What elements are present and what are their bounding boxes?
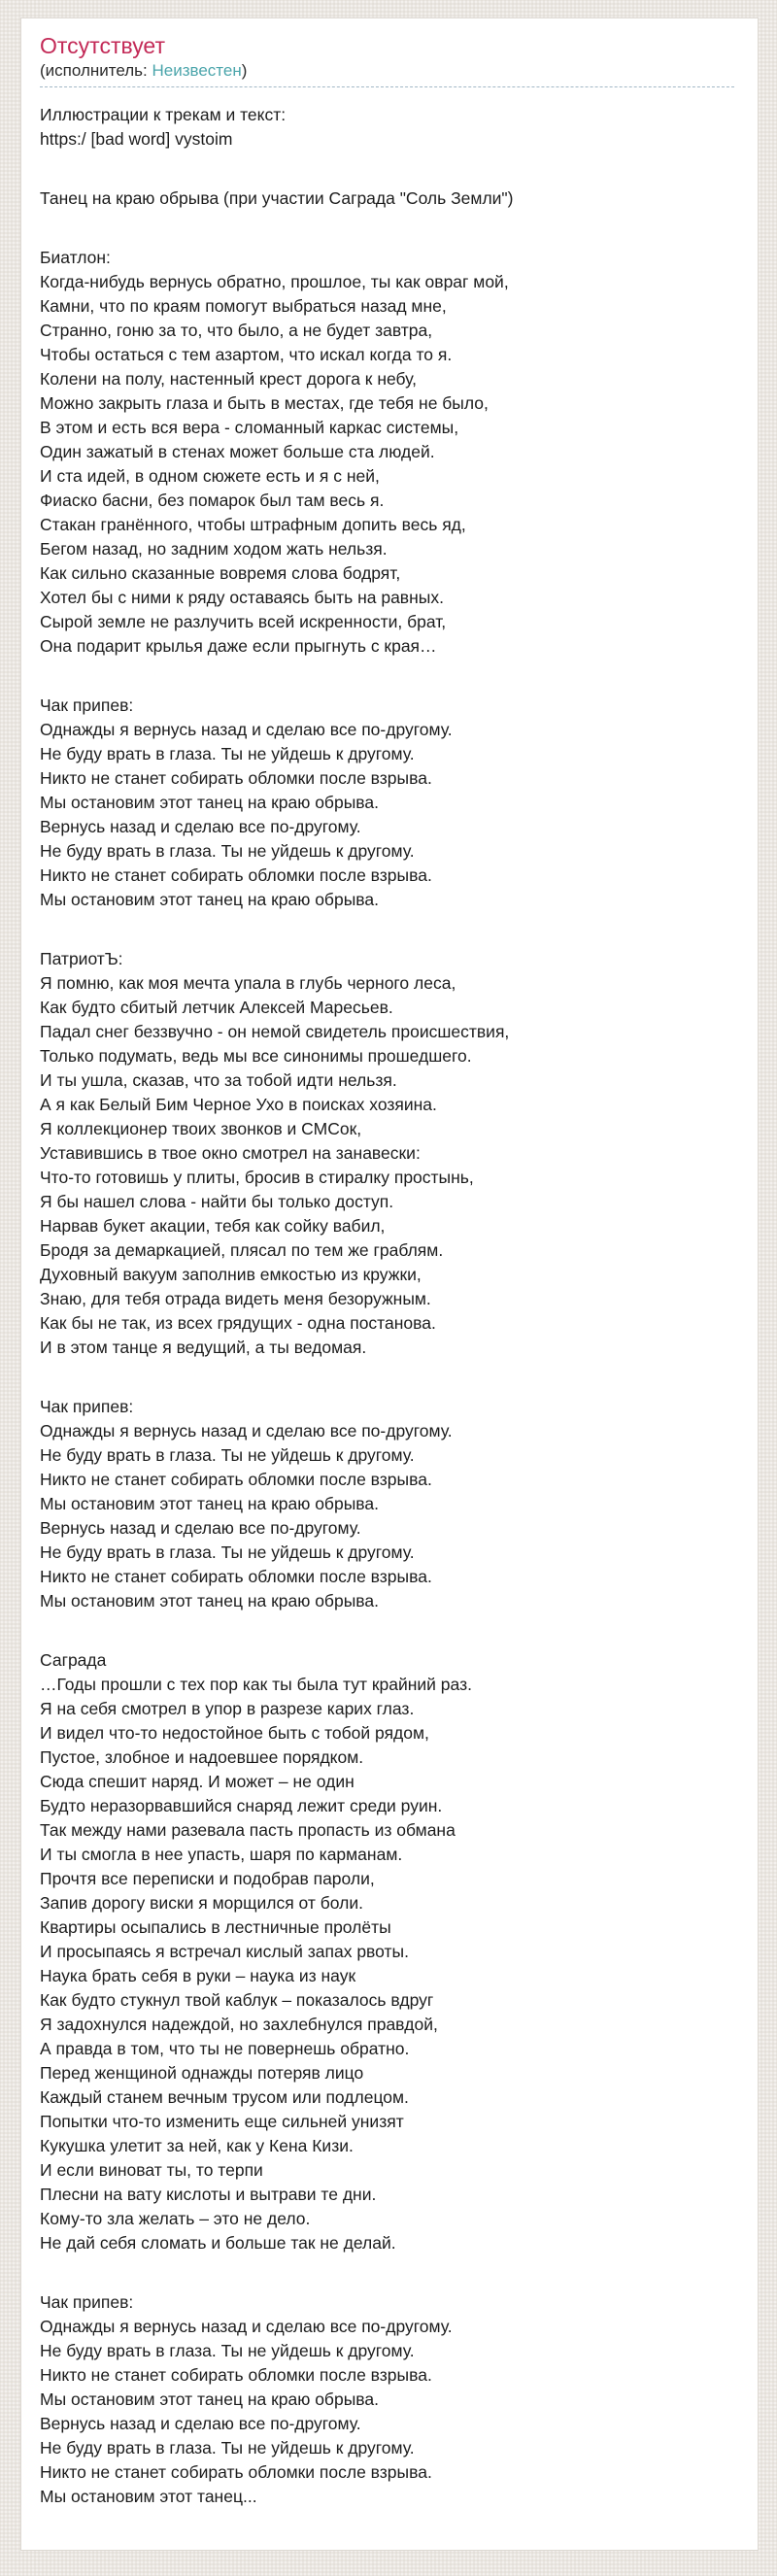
lyric-line: Вернусь назад и сделаю все по-другому. bbox=[40, 817, 361, 836]
lyric-line: Никто не станет собирать обломки после взрыва. bbox=[40, 1567, 432, 1586]
lyric-line: Один зажатый в стенах может больше ста людей. bbox=[40, 442, 435, 461]
lyric-line: Каждый станем вечным трусом или подлецом. bbox=[40, 2087, 409, 2107]
lyric-line: Кукушка улетит за ней, как у Кена Кизи. bbox=[40, 2136, 354, 2155]
lyric-line: И ты ушла, сказав, что за тобой идти нельзя. bbox=[40, 1070, 397, 1090]
lyric-line: Чак припев: bbox=[40, 1397, 134, 1416]
lyric-line: Мы остановим этот танец... bbox=[40, 2487, 257, 2506]
lyrics-block bbox=[40, 947, 738, 1360]
lyric-line: Я на себя смотрел в упор в разрезе карих глаз. bbox=[40, 1699, 415, 1718]
lyric-line: Чак припев: bbox=[40, 695, 134, 715]
lyric-line: Уставившись в твое окно смотрел на занавески: bbox=[40, 1143, 421, 1163]
lyric-line: Иллюстрации к трекам и текст: bbox=[40, 105, 287, 124]
lyric-line: Однажды я вернусь назад и сделаю все по-другому. bbox=[40, 1421, 453, 1441]
lyric-line: Только подумать, ведь мы все синонимы прошедшего. bbox=[40, 1046, 472, 1066]
lyrics-block bbox=[40, 694, 738, 912]
lyric-line: Никто не станет собирать обломки после взрыва. bbox=[40, 2365, 432, 2385]
lyric-line: И ты смогла в нее упасть, шаря по карманам. bbox=[40, 1845, 403, 1864]
lyric-line: Не буду врать в глаза. Ты не уйдешь к другому. bbox=[40, 1542, 415, 1562]
lyric-line: Не дай себя сломать и больше так не делай. bbox=[40, 2233, 396, 2253]
lyrics-block bbox=[40, 186, 738, 211]
lyric-line: Квартиры осыпались в лестничные пролёты bbox=[40, 1917, 391, 1937]
lyric-line: Чтобы остаться с тем азартом, что искал когда то я. bbox=[40, 345, 453, 364]
lyric-line: Как будто стукнул твой каблук – показалось вдруг bbox=[40, 1990, 434, 2010]
lyric-line: Не буду врать в глаза. Ты не уйдешь к другому. bbox=[40, 744, 415, 763]
lyric-line: Стакан гранённого, чтобы штрафным допить весь яд, bbox=[40, 515, 466, 534]
lyric-line: Колени на полу, настенный крест дорога к небу, bbox=[40, 369, 418, 389]
lyric-line: Не буду врать в глаза. Ты не уйдешь к другому. bbox=[40, 841, 415, 861]
lyric-line: Мы остановим этот танец на краю обрыва. bbox=[40, 2390, 379, 2409]
lyric-line: Я бы нашел слова - найти бы только доступ. bbox=[40, 1192, 394, 1211]
lyric-line: ПатриотЪ: bbox=[40, 949, 123, 968]
lyric-line: Нарвав букет акации, тебя как сойку вабил, bbox=[40, 1216, 386, 1236]
lyric-line: Хотел бы с ними к ряду оставаясь быть на равных. bbox=[40, 588, 444, 607]
lyric-line: Знаю, для тебя отрада видеть меня безоружным. bbox=[40, 1289, 431, 1308]
lyrics-page-card bbox=[20, 17, 759, 2551]
lyric-line: И ста идей, в одном сюжете есть и я с ней, bbox=[40, 466, 380, 486]
lyric-line: Плесни на вату кислоты и вытрави те дни. bbox=[40, 2185, 377, 2204]
lyric-line: И если виноват ты, то терпи bbox=[40, 2160, 263, 2180]
lyric-line: Прочтя все переписки и подобрав пароли, bbox=[40, 1869, 375, 1888]
artist-label-prefix: (исполнитель: bbox=[40, 61, 152, 80]
lyric-line: Бегом назад, но задним ходом жать нельзя. bbox=[40, 539, 388, 559]
lyric-line: …Годы прошли с тех пор как ты была тут крайний раз. bbox=[40, 1675, 472, 1694]
lyric-line: Мы остановим этот танец на краю обрыва. bbox=[40, 793, 379, 812]
lyrics-block bbox=[40, 2290, 738, 2509]
lyric-line: В этом и есть вся вера - сломанный каркас системы, bbox=[40, 418, 459, 437]
lyric-line: Камни, что по краям помогут выбраться назад мне, bbox=[40, 296, 447, 316]
lyric-line: Что-то готовишь у плиты, бросив в стиралку простынь, bbox=[40, 1168, 474, 1187]
lyric-line: Как бы не так, из всех грядущих - одна постанова. bbox=[40, 1313, 436, 1333]
lyric-line: https:/ [bad word] vystoim bbox=[40, 129, 233, 149]
lyric-line: Я задохнулся надеждой, но захлебнулся правдой, bbox=[40, 2015, 438, 2034]
lyric-line: Она подарит крылья даже если прыгнуть с края… bbox=[40, 636, 437, 656]
lyric-line: Сырой земле не разлучить всей искренности, брат, bbox=[40, 612, 447, 631]
lyric-line: Как будто сбитый летчик Алексей Маресьев. bbox=[40, 998, 393, 1017]
lyric-line: Вернусь назад и сделаю все по-другому. bbox=[40, 1518, 361, 1538]
lyric-line: Никто не станет собирать обломки после взрыва. bbox=[40, 865, 432, 885]
lyrics-block bbox=[40, 246, 738, 659]
lyric-line: Наука брать себя в руки – наука из наук bbox=[40, 1966, 356, 1985]
lyric-line: Бродя за демаркацией, плясал по тем же граблям. bbox=[40, 1240, 444, 1260]
lyric-line: Странно, гоню за то, что было, а не будет завтра, bbox=[40, 321, 433, 340]
lyric-line: Однажды я вернусь назад и сделаю все по-другому. bbox=[40, 2317, 453, 2336]
song-title-link[interactable]: Отсутствует bbox=[40, 33, 165, 58]
lyric-line: Никто не станет собирать обломки после взрыва. bbox=[40, 768, 432, 788]
lyrics-block bbox=[40, 103, 738, 152]
lyric-line: Не буду врать в глаза. Ты не уйдешь к другому. bbox=[40, 1445, 415, 1465]
lyric-line: Никто не станет собирать обломки после взрыва. bbox=[40, 1470, 432, 1489]
lyric-line: Пустое, злобное и надоевшее порядком. bbox=[40, 1747, 364, 1767]
lyric-line: Вернусь назад и сделаю все по-другому. bbox=[40, 2414, 361, 2433]
artist-label-suffix: ) bbox=[241, 61, 248, 80]
lyrics-text bbox=[40, 87, 738, 2509]
lyric-line: Танец на краю обрыва (при участии Саграда "Соль Земли") bbox=[40, 188, 514, 208]
lyric-line: Запив дорогу виски я морщился от боли. bbox=[40, 1893, 363, 1913]
lyric-line: И в этом танце я ведущий, а ты ведомая. bbox=[40, 1338, 367, 1357]
lyric-line: Саграда bbox=[40, 1650, 107, 1670]
lyric-line: Чак припев: bbox=[40, 2292, 134, 2312]
lyric-line: Так между нами разевала пасть пропасть из обмана bbox=[40, 1820, 456, 1840]
lyric-line: Никто не станет собирать обломки после взрыва. bbox=[40, 2462, 432, 2482]
lyric-line: Мы остановим этот танец на краю обрыва. bbox=[40, 890, 379, 909]
artist-line bbox=[40, 60, 734, 81]
lyric-line: Как сильно сказанные вовремя слова бодрят, bbox=[40, 563, 401, 583]
lyric-line: Мы остановим этот танец на краю обрыва. bbox=[40, 1494, 379, 1513]
lyric-line: Попытки что-то изменить еще сильней унизят bbox=[40, 2112, 404, 2131]
lyric-line: Будто неразорвавшийся снаряд лежит среди руин. bbox=[40, 1796, 443, 1815]
lyric-line: Когда-нибудь вернусь обратно, прошлое, ты как овраг мой, bbox=[40, 272, 509, 291]
lyric-line: Фиаско басни, без помарок был там весь я. bbox=[40, 491, 385, 510]
lyrics-block bbox=[40, 1395, 738, 1613]
lyric-line: Перед женщиной однажды потеряв лицо bbox=[40, 2063, 364, 2083]
lyric-line: Я помню, как моя мечта упала в глубь черного леса, bbox=[40, 973, 456, 993]
lyric-line: А правда в том, что ты не повернешь обратно. bbox=[40, 2039, 410, 2058]
lyric-line: Сюда спешит наряд. И может – не один bbox=[40, 1772, 355, 1791]
lyric-line: Однажды я вернусь назад и сделаю все по-другому. bbox=[40, 720, 453, 739]
lyric-line: Биатлон: bbox=[40, 248, 111, 267]
artist-link[interactable]: Неизвестен bbox=[152, 61, 242, 80]
lyric-line: Можно закрыть глаза и быть в местах, где тебя не было, bbox=[40, 393, 489, 413]
lyric-line: Не буду врать в глаза. Ты не уйдешь к другому. bbox=[40, 2438, 415, 2457]
lyric-line: Кому-то зла желать – это не дело. bbox=[40, 2209, 311, 2228]
lyric-line: Духовный вакуум заполнив емкостью из кружки, bbox=[40, 1265, 422, 1284]
lyric-line: И просыпаясь я встречал кислый запах рвоты. bbox=[40, 1942, 409, 1961]
lyric-line: Мы остановим этот танец на краю обрыва. bbox=[40, 1591, 379, 1610]
lyric-line: Я коллекционер твоих звонков и СМСок, bbox=[40, 1119, 362, 1138]
song-header bbox=[40, 31, 734, 87]
lyric-line: А я как Белый Бим Черное Ухо в поисках хозяина. bbox=[40, 1095, 437, 1114]
lyrics-block bbox=[40, 1648, 738, 2255]
lyric-line: Не буду врать в глаза. Ты не уйдешь к другому. bbox=[40, 2341, 415, 2360]
lyric-line: И видел что-то недостойное быть с тобой рядом, bbox=[40, 1723, 429, 1743]
lyric-line: Падал снег беззвучно - он немой свидетель происшествия, bbox=[40, 1022, 510, 1041]
